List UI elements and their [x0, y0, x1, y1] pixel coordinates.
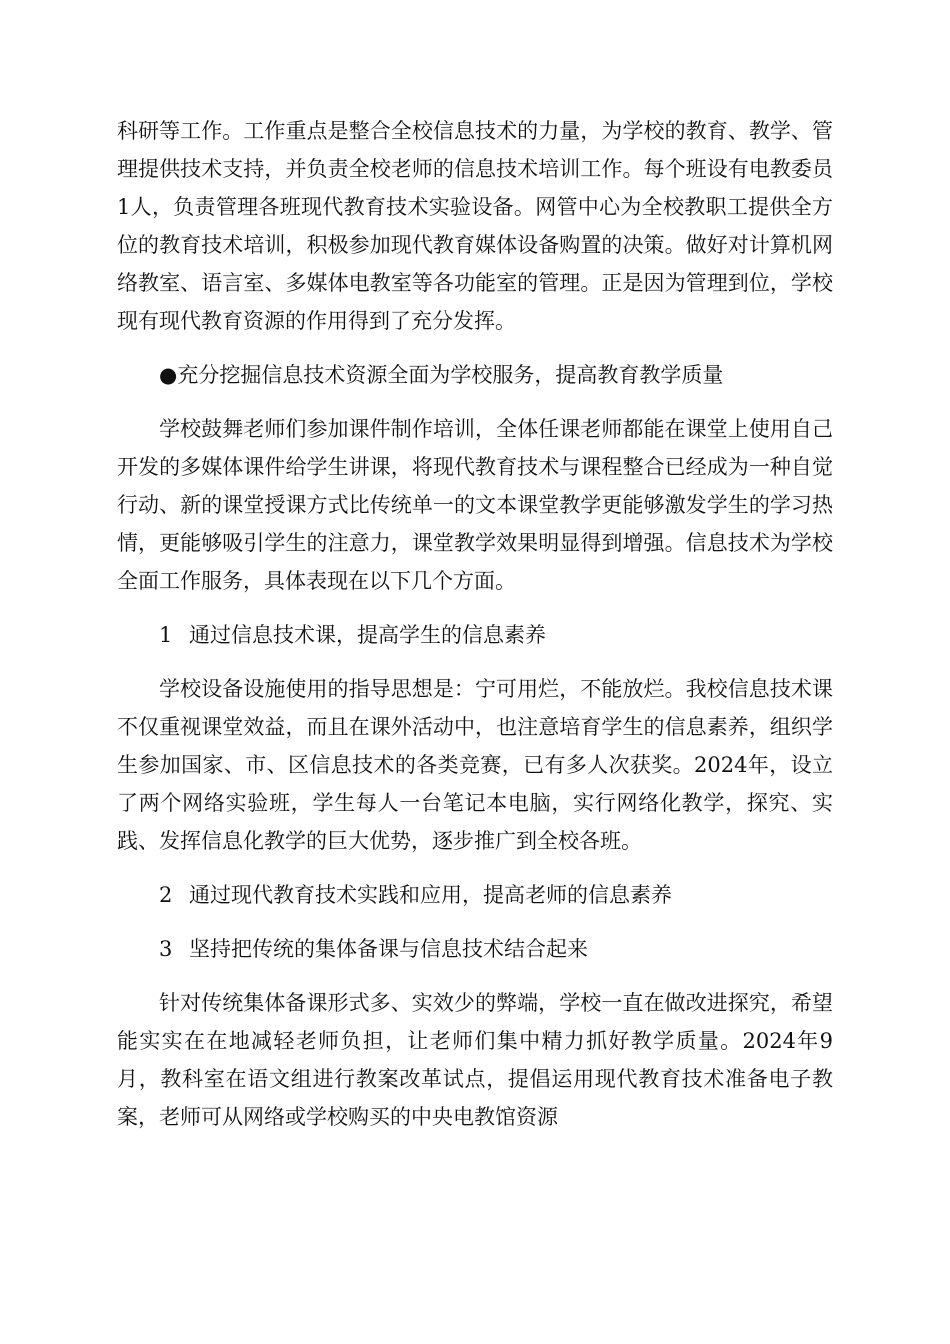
paragraph-lesson-prep: 针对传统集体备课形式多、实效少的弊端，学校一直在做改进探究，希望能实实在在地减轻老师负担，让老师们集中精力抓好教学质量。2024年9月，教科室在语文组进行教案改革试点，提倡运用现代教育技术准备电子教案，老师可从网络或学校购买的中央电教馆资源	[117, 991, 833, 1129]
section-heading-resources: ●充分挖掘信息技术资源全面为学校服务，提高教育教学质量	[159, 363, 724, 387]
paragraph-courseware: 学校鼓舞老师们参加课件制作培训，全体任课老师都能在课堂上使用自己开发的多媒体课件给学生讲课，将现代教育技术与课程整合已经成为一种自觉行动、新的课堂授课方式比传统单一的文本课堂教学更能够激发学生的学习热情，更能够吸引学生的注意力，课堂教学效果明显得到增强。信息技术为学校全面工作服务，具体表现在以下几个方面。	[117, 417, 833, 593]
subheading-1	[117, 616, 833, 654]
subheading-2-text: 通过现代教育技术实践和应用，提高老师的信息素养	[189, 883, 672, 907]
paragraph-management: 科研等工作。工作重点是整合全校信息技术的力量，为学校的教育、教学、管理提供技术支持，并负责全校老师的信息技术培训工作。每个班设有电教委员1人，负责管理各班现代教育技术实验设备。网管中心为全校教职工提供全方位的教育技术培训，积极参加现代教育媒体设备购置的决策。做好对计算机网络教室、语言室、多媒体电教室等各功能室的管理。正是因为管理到位，学校现有现代教育资源的作用得到了充分发挥。	[117, 119, 833, 333]
subheading-1-text: 通过信息技术课，提高学生的信息素养	[189, 623, 546, 647]
document-body	[117, 112, 833, 1136]
subheading-3	[117, 930, 833, 968]
subheading-3-text: 坚持把传统的集体备课与信息技术结合起来	[189, 937, 588, 961]
paragraph-it-class: 学校设备设施使用的指导思想是：宁可用烂，不能放烂。我校信息技术课不仅重视课堂效益，而且在课外活动中，也注意培育学生的信息素养，组织学生参加国家、市、区信息技术的各类竞赛，已有多人次获奖。2024年，设立了两个网络实验班，学生每人一台笔记本电脑，实行网络化教学，探究、实践、发挥信息化教学的巨大优势，逐步推广到全校各班。	[117, 677, 833, 853]
subheading-3-number: 3	[159, 937, 173, 961]
subheading-1-number: 1	[159, 623, 173, 647]
subheading-2-number: 2	[159, 883, 173, 907]
subheading-2	[117, 876, 833, 914]
